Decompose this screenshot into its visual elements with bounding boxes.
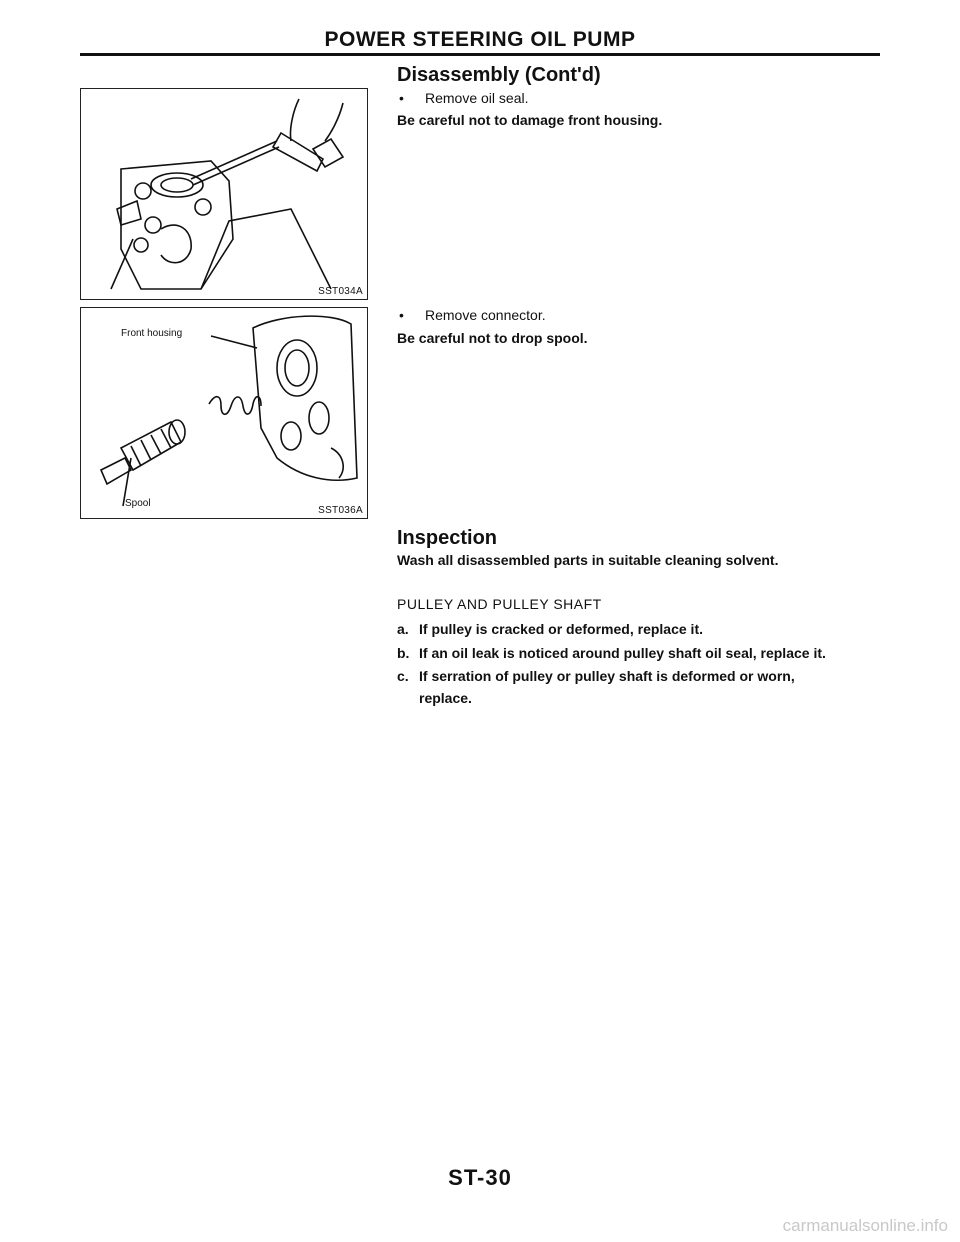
inspection-item-b	[397, 645, 826, 661]
watermark: carmanualsonline.info	[782, 1216, 948, 1235]
oil-seal-illustration	[81, 89, 367, 299]
disassembly-heading: Disassembly (Cont'd)	[397, 64, 601, 86]
spool-illustration	[81, 308, 367, 518]
step-remove-connector: • Remove connector.	[397, 307, 546, 323]
inspection-item-c	[397, 668, 795, 684]
header-rule	[80, 53, 880, 56]
list-marker: b.	[397, 645, 410, 661]
figure-code: SST034A	[318, 286, 363, 297]
figure-code: SST036A	[318, 505, 363, 516]
step-remove-oil-seal: • Remove oil seal.	[397, 90, 529, 106]
inspection-item-a	[397, 621, 703, 637]
figure-oil-seal-removal	[80, 88, 368, 300]
list-text: If an oil leak is noticed around pulley shaft oil seal, replace it.	[419, 645, 826, 661]
caution-front-housing: Be careful not to damage front housing.	[397, 112, 663, 128]
inspection-heading: Inspection	[397, 527, 498, 549]
caution-spool: Be careful not to drop spool.	[397, 330, 588, 346]
inspection-intro: Wash all disassembled parts in suitable cleaning solvent.	[397, 552, 779, 568]
pulley-subheading: PULLEY AND PULLEY SHAFT	[397, 596, 602, 612]
page-header-title: POWER STEERING OIL PUMP	[324, 28, 636, 51]
page-number: ST-30	[448, 1165, 512, 1190]
list-marker: a.	[397, 621, 409, 637]
figure-connector-removal	[80, 307, 368, 519]
inspection-item-c-continuation: replace.	[419, 690, 472, 706]
list-text: If pulley is cracked or deformed, replace it.	[419, 621, 703, 637]
list-marker: c.	[397, 668, 409, 684]
label-front-housing: Front housing	[121, 328, 183, 339]
list-text: If serration of pulley or pulley shaft is deformed or worn,	[419, 668, 795, 684]
label-spool: Spool	[125, 498, 151, 509]
